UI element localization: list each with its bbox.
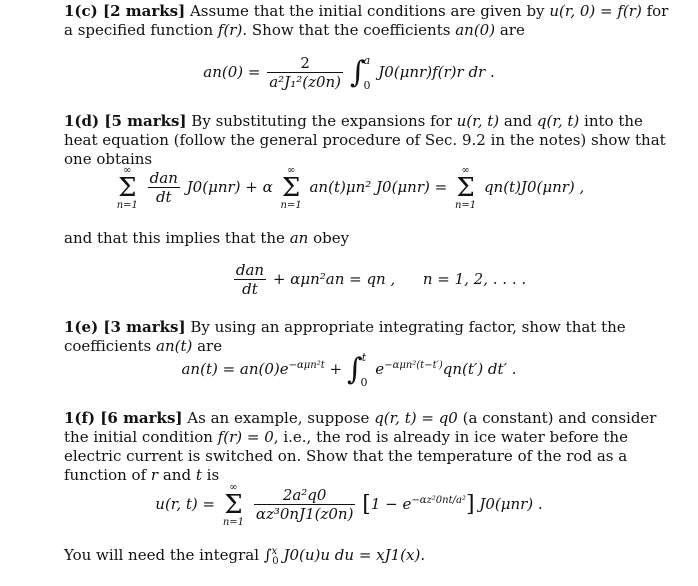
problem-1d-text: 1(d) [5 marks] By substituting the expansions for u(r, t) and q(r, t) into the heat equation (follow the general procedure of Sec. 9.2 in the notes) show that one obtains [64, 112, 666, 168]
equation-temperature-solution: u(r, t) = ∞ Σ n=1 $\frac{\text{2a²q0}}{\text{αz³0nJ1(z0n)}}$ $[1 - e^{-\alpha z^20nt/a^2}]$ J0(μnr) . [155, 482, 543, 528]
equation-series-substitution: ∞ Σ n=1 $\frac{\text{dan}}{dt}$ J0(μnr) + α ∞ Σ n=1 an(t)μn² J0(μnr) = ∞ Σ n=1 qn(t)J0(μnr) , [116, 165, 585, 211]
problem-1d-followup: and that this implies that the an obey [64, 229, 350, 247]
summation: ∞ Σ n=1 [222, 482, 245, 528]
problem-1c-text: 1(c) [2 marks] Assume that the initial conditions are given by u(r, 0) = f(r) for a specified function f(r). Show that the coefficients an(0) are [64, 2, 669, 39]
problem-1f-text: 1(f) [6 marks] As an example, suppose q(r, t) = q0 (a constant) and consider the initial condition f(r) = 0, i.e., the rod is already in ice water before the electric current is switched on. Show that the temperature of the rod as a function of r and t is [64, 409, 657, 484]
problem-1c-heading: 1(c) [2 marks] [64, 2, 186, 20]
equation-coefficient-solution: $an(t) = an(0)e^{-\alpha\mu n^2t}$ + ∫ t 0 $e^{-\alpha\mu n^2(t-t')}qn(t')$ dt′ . [181, 351, 517, 389]
summation: ∞ Σ n=1 [116, 165, 138, 211]
fraction: $\frac{\text{dan}}{dt}$ [235, 261, 265, 298]
integral-sign: ∫ [346, 352, 363, 387]
equation-coefficients-initial: an(0) = $\frac{2}{\text{a²J₁²(z0n)}}$ ∫ a 0 J0(μnr)f(r)r dr . [203, 54, 495, 92]
problem-1f-heading: 1(f) [6 marks] [64, 409, 183, 427]
summation: ∞ Σ n=1 [454, 165, 477, 211]
equation-coefficient-ode: $\frac{\text{dan}}{dt}$ + αμn²an = qn , n = 1, 2, . . . . [235, 261, 527, 298]
fraction: $\frac{\text{dan}}{dt}$ [149, 169, 178, 206]
problem-1d-heading: 1(d) [5 marks] [64, 112, 187, 130]
problem-1e-heading: 1(e) [3 marks] [64, 318, 186, 336]
fraction: $\frac{2}{\text{a²J₁²(z0n)}}$ [269, 54, 342, 91]
hint-text: You will need the integral ∫$^x_0$ J0(u)u du = xJ1(x). [64, 546, 426, 567]
summation: ∞ Σ n=1 [280, 165, 302, 211]
integral-sign: ∫ [349, 55, 366, 90]
problem-1e-text: 1(e) [3 marks] By using an appropriate integrating factor, show that the coefficients an(t) are [64, 318, 626, 355]
fraction: $\frac{\text{2a²q0}}{\text{αz³0nJ1(z0n)}}$ [255, 486, 354, 523]
